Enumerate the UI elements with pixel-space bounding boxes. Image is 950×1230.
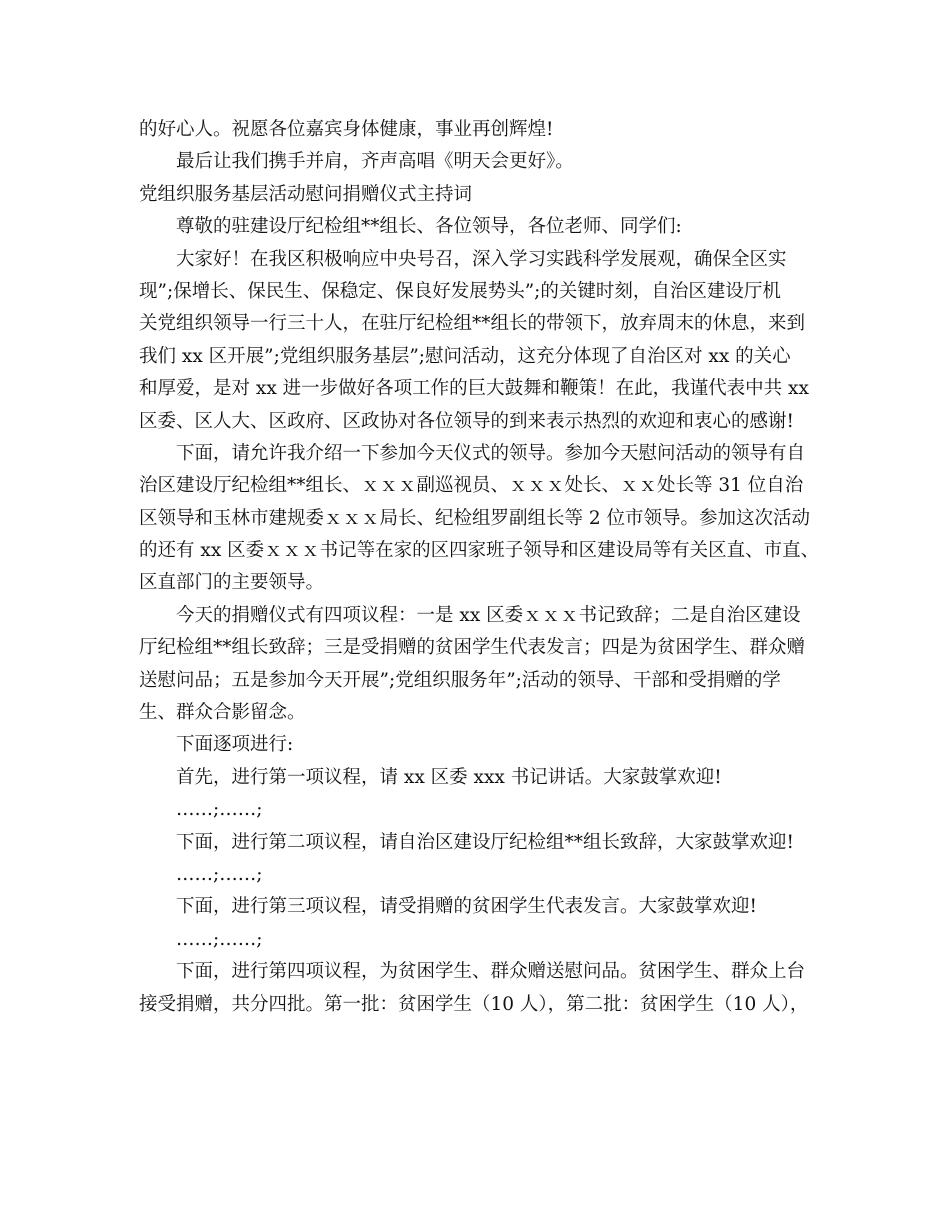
text-line: 尊敬的驻建设厅纪检组**组长、各位领导，各位老师、同学们:: [176, 216, 682, 238]
text-line: 党组织服务基层活动慰问捐赠仪式主持词: [139, 183, 473, 205]
document-body: [139, 114, 829, 1021]
text-line: 区委、区人大、区政府、区政协对各位领导的到来表示热烈的欢迎和衷心的感谢!: [139, 410, 794, 432]
text-line: 大家好！在我区积极响应中央号召，深入学习实践科学发展观，确保全区实: [176, 248, 787, 270]
text-line: 下面，进行第三项议程，请受捐赠的贫困学生代表发言。大家鼓掌欢迎!: [176, 896, 757, 918]
text-line: 生、群众合影留念。: [139, 702, 306, 724]
text-line: 下面，进行第四项议程，为贫困学生、群众赠送慰问品。贫困学生、群众上台: [176, 961, 806, 983]
text-line: 送慰问品；五是参加今天开展”;党组织服务年”;活动的领导、干部和受捐赠的学: [139, 669, 781, 691]
text-line: 接受捐赠，共分四批。第一批：贫困学生（10 人），第二批：贫困学生（10 人），: [139, 993, 809, 1015]
text-line: 关党组织领导一行三十人，在驻厅纪检组**组长的带领下，放弃周末的休息，来到: [139, 313, 806, 335]
text-line: ……;……;: [176, 799, 263, 821]
text-line: 区领导和玉林市建规委ｘｘｘ局长、纪检组罗副组长等 2 位市领导。参加这次活动: [139, 507, 811, 529]
text-line: 的好心人。祝愿各位嘉宾身体健康，事业再创辉煌!: [139, 119, 554, 140]
text-line: ……;……;: [176, 863, 263, 885]
text-line: 区直部门的主要领导。: [139, 572, 325, 594]
text-line: 最后让我们携手并肩，齐声高唱《明天会更好》。: [176, 151, 574, 173]
text-line: ……;……;: [176, 928, 263, 950]
text-line: 下面逐项进行:: [176, 734, 294, 756]
text-line: 厅纪检组**组长致辞；三是受捐赠的贫困学生代表发言；四是为贫困学生、群众赠: [139, 637, 806, 659]
text-line: 治区建设厅纪检组**组长、ｘｘｘ副巡视员、ｘｘｘ处长、ｘｘ处长等 31 位自治: [139, 475, 804, 497]
text-line: 首先，进行第一项议程，请 xx 区委 xxx 书记讲话。大家鼓掌欢迎!: [176, 766, 722, 788]
text-line: 下面，请允许我介绍一下参加今天仪式的领导。参加今天慰问活动的领导有自: [176, 442, 806, 464]
text-line: 我们 xx 区开展”;党组织服务基层”;慰问活动，这充分体现了自治区对 xx 的关心: [139, 345, 791, 367]
text-line: 下面，进行第二项议程，请自治区建设厅纪检组**组长致辞，大家鼓掌欢迎!: [176, 831, 794, 853]
text-line: 今天的捐赠仪式有四项议程：一是 xx 区委ｘｘｘ书记致辞；二是自治区建设: [176, 604, 801, 626]
text-line: 的还有 xx 区委ｘｘｘ书记等在家的区四家班子领导和区建设局等有关区直、市直、: [139, 540, 820, 562]
text-line: 和厚爱，是对 xx 进一步做好各项工作的巨大鼓舞和鞭策！在此，我谨代表中共 xx: [139, 378, 809, 400]
text-line: 现”;保增长、保民生、保稳定、保良好发展势头”;的关键时刻，自治区建设厅机: [139, 280, 781, 302]
